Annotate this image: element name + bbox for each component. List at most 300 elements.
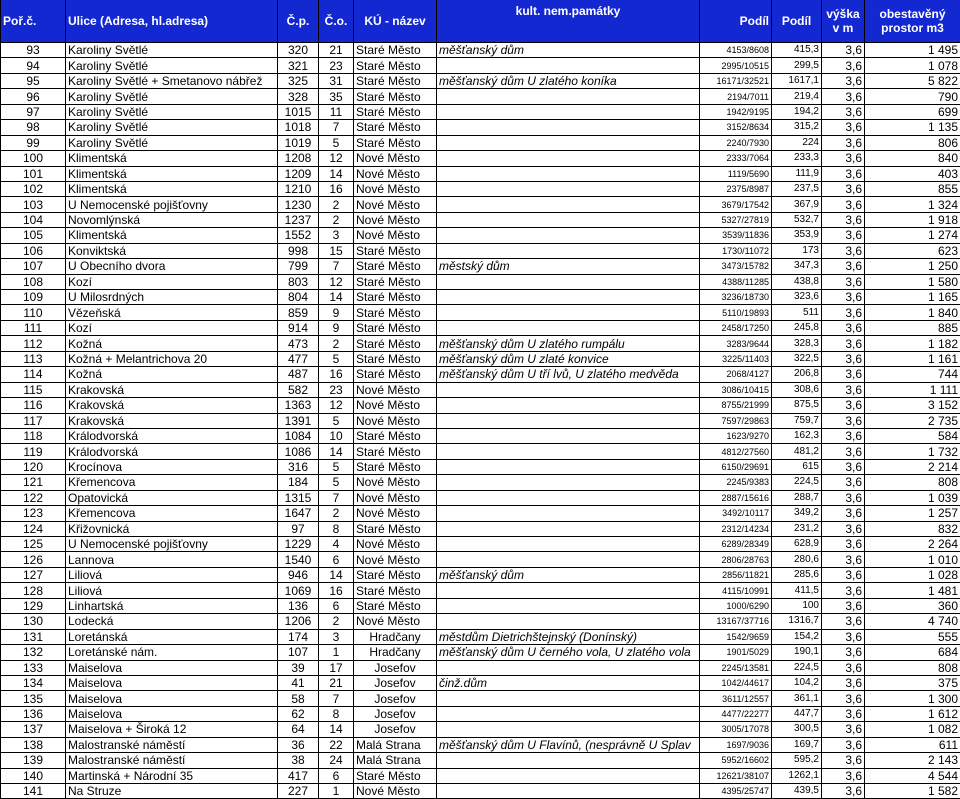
cell-obestaveny[interactable]: 1 918 [865, 212, 960, 227]
cell-index[interactable]: 140 [1, 768, 66, 783]
cell-kult[interactable] [437, 89, 700, 104]
cell-vyska[interactable]: 3,6 [822, 768, 865, 783]
cell-vyska[interactable]: 3,6 [822, 490, 865, 505]
cell-kult[interactable]: městský dům [437, 259, 700, 274]
cell-kult[interactable] [437, 181, 700, 196]
cell-co[interactable]: 4 [319, 537, 354, 552]
cell-kult[interactable]: měšťanský dům U Flavínů, (nesprávně U Splav [437, 737, 700, 752]
cell-podil-1[interactable]: 4395/25747 [700, 784, 772, 799]
cell-obestaveny[interactable]: 1 580 [865, 274, 960, 289]
cell-ku[interactable]: Nové Město [354, 197, 437, 212]
cell-index[interactable]: 129 [1, 598, 66, 613]
cell-obestaveny[interactable]: 3 152 [865, 398, 960, 413]
cell-street[interactable]: Karoliny Světlé [66, 104, 278, 119]
cell-cp[interactable]: 1237 [278, 212, 319, 227]
cell-street[interactable]: Klimentská [66, 228, 278, 243]
cell-cp[interactable]: 1019 [278, 135, 319, 150]
cell-kult[interactable]: měšťanský dům [437, 43, 700, 58]
cell-street[interactable]: Konviktská [66, 243, 278, 258]
cell-kult[interactable] [437, 722, 700, 737]
cell-index[interactable]: 137 [1, 722, 66, 737]
cell-co[interactable]: 7 [319, 120, 354, 135]
cell-cp[interactable]: 1540 [278, 552, 319, 567]
cell-co[interactable]: 5 [319, 459, 354, 474]
cell-index[interactable]: 111 [1, 320, 66, 335]
cell-kult[interactable] [437, 490, 700, 505]
cell-vyska[interactable]: 3,6 [822, 73, 865, 88]
cell-index[interactable]: 134 [1, 675, 66, 690]
cell-index[interactable]: 105 [1, 228, 66, 243]
cell-cp[interactable]: 39 [278, 660, 319, 675]
cell-kult[interactable]: měšťanský dům U zlatého koníka [437, 73, 700, 88]
cell-ku[interactable]: Staré Město [354, 89, 437, 104]
cell-obestaveny[interactable]: 1 481 [865, 583, 960, 598]
cell-podil-1[interactable]: 6150/29691 [700, 459, 772, 474]
cell-podil-2[interactable]: 1262,1 [772, 768, 822, 783]
header-cp[interactable]: Č.p. [278, 0, 319, 43]
cell-podil-2[interactable]: 328,3 [772, 336, 822, 351]
cell-cp[interactable]: 107 [278, 645, 319, 660]
cell-podil-1[interactable]: 1000/6290 [700, 598, 772, 613]
header-index[interactable]: Poř.č. [1, 0, 66, 43]
cell-podil-1[interactable]: 2068/4127 [700, 367, 772, 382]
cell-co[interactable]: 5 [319, 413, 354, 428]
cell-cp[interactable]: 1208 [278, 151, 319, 166]
cell-podil-1[interactable]: 1119/5690 [700, 166, 772, 181]
cell-cp[interactable]: 320 [278, 43, 319, 58]
cell-obestaveny[interactable]: 1 324 [865, 197, 960, 212]
cell-ku[interactable]: Josefov [354, 722, 437, 737]
cell-obestaveny[interactable]: 2 735 [865, 413, 960, 428]
cell-obestaveny[interactable]: 1 612 [865, 706, 960, 721]
cell-obestaveny[interactable]: 1 732 [865, 444, 960, 459]
cell-ku[interactable]: Josefov [354, 691, 437, 706]
cell-co[interactable]: 23 [319, 58, 354, 73]
cell-index[interactable]: 138 [1, 737, 66, 752]
cell-podil-1[interactable]: 3005/17078 [700, 722, 772, 737]
cell-kult[interactable] [437, 459, 700, 474]
cell-podil-2[interactable]: 353,9 [772, 228, 822, 243]
cell-street[interactable]: Karoliny Světlé [66, 43, 278, 58]
cell-podil-2[interactable]: 224,5 [772, 475, 822, 490]
cell-ku[interactable]: Staré Město [354, 367, 437, 382]
cell-kult[interactable]: činž.dům [437, 675, 700, 690]
cell-cp[interactable]: 799 [278, 259, 319, 274]
cell-podil-2[interactable]: 315,2 [772, 120, 822, 135]
cell-obestaveny[interactable]: 4 544 [865, 768, 960, 783]
cell-obestaveny[interactable]: 2 214 [865, 459, 960, 474]
cell-obestaveny[interactable]: 699 [865, 104, 960, 119]
cell-ku[interactable]: Nové Město [354, 490, 437, 505]
cell-obestaveny[interactable]: 623 [865, 243, 960, 258]
cell-kult[interactable] [437, 614, 700, 629]
cell-vyska[interactable]: 3,6 [822, 660, 865, 675]
cell-ku[interactable]: Nové Město [354, 212, 437, 227]
cell-vyska[interactable]: 3,6 [822, 398, 865, 413]
cell-podil-1[interactable]: 4153/8608 [700, 43, 772, 58]
cell-podil-2[interactable]: 439,5 [772, 784, 822, 799]
cell-street[interactable]: Klimentská [66, 151, 278, 166]
cell-vyska[interactable]: 3,6 [822, 43, 865, 58]
cell-street[interactable]: Křižovnická [66, 521, 278, 536]
cell-podil-1[interactable]: 2806/28763 [700, 552, 772, 567]
cell-cp[interactable]: 417 [278, 768, 319, 783]
cell-cp[interactable]: 473 [278, 336, 319, 351]
cell-street[interactable]: Loretánské nám. [66, 645, 278, 660]
cell-ku[interactable]: Hradčany [354, 645, 437, 660]
cell-podil-1[interactable]: 3539/11836 [700, 228, 772, 243]
cell-kult[interactable] [437, 706, 700, 721]
cell-podil-1[interactable]: 7597/29863 [700, 413, 772, 428]
cell-ku[interactable]: Staré Město [354, 444, 437, 459]
cell-podil-1[interactable]: 2245/13581 [700, 660, 772, 675]
cell-co[interactable]: 17 [319, 660, 354, 675]
cell-co[interactable]: 16 [319, 583, 354, 598]
cell-podil-2[interactable]: 233,3 [772, 151, 822, 166]
cell-vyska[interactable]: 3,6 [822, 506, 865, 521]
cell-co[interactable]: 24 [319, 753, 354, 768]
cell-cp[interactable]: 328 [278, 89, 319, 104]
cell-vyska[interactable]: 3,6 [822, 104, 865, 119]
cell-kult[interactable] [437, 104, 700, 119]
cell-ku[interactable]: Josefov [354, 660, 437, 675]
cell-street[interactable]: Vězeňská [66, 305, 278, 320]
cell-vyska[interactable]: 3,6 [822, 290, 865, 305]
cell-index[interactable]: 110 [1, 305, 66, 320]
cell-vyska[interactable]: 3,6 [822, 691, 865, 706]
cell-podil-1[interactable]: 3473/15782 [700, 259, 772, 274]
cell-ku[interactable]: Nové Město [354, 382, 437, 397]
cell-ku[interactable]: Nové Město [354, 228, 437, 243]
cell-street[interactable]: Malostranské náměstí [66, 753, 278, 768]
cell-ku[interactable]: Staré Město [354, 274, 437, 289]
cell-podil-2[interactable]: 511 [772, 305, 822, 320]
cell-index[interactable]: 130 [1, 614, 66, 629]
cell-index[interactable]: 126 [1, 552, 66, 567]
cell-index[interactable]: 106 [1, 243, 66, 258]
cell-ku[interactable]: Nové Město [354, 614, 437, 629]
cell-podil-1[interactable]: 13167/37716 [700, 614, 772, 629]
cell-street[interactable]: Karoliny Světlé [66, 135, 278, 150]
cell-ku[interactable]: Staré Město [354, 521, 437, 536]
cell-street[interactable]: Karoliny Světlé + Smetanovo nábřež [66, 73, 278, 88]
cell-ku[interactable]: Nové Město [354, 413, 437, 428]
cell-podil-1[interactable]: 2312/14234 [700, 521, 772, 536]
cell-street[interactable]: Malostranské náměstí [66, 737, 278, 752]
cell-index[interactable]: 122 [1, 490, 66, 505]
cell-street[interactable]: Loretánská [66, 629, 278, 644]
header-podil-2[interactable]: Podíl [772, 0, 822, 43]
cell-cp[interactable]: 803 [278, 274, 319, 289]
cell-kult[interactable] [437, 243, 700, 258]
cell-vyska[interactable]: 3,6 [822, 614, 865, 629]
cell-podil-1[interactable]: 5952/16602 [700, 753, 772, 768]
cell-street[interactable]: Kožná [66, 336, 278, 351]
cell-podil-1[interactable]: 1901/5029 [700, 645, 772, 660]
cell-index[interactable]: 99 [1, 135, 66, 150]
cell-vyska[interactable]: 3,6 [822, 675, 865, 690]
cell-cp[interactable]: 859 [278, 305, 319, 320]
cell-vyska[interactable]: 3,6 [822, 645, 865, 660]
cell-kult[interactable] [437, 305, 700, 320]
cell-index[interactable]: 104 [1, 212, 66, 227]
cell-co[interactable]: 14 [319, 444, 354, 459]
cell-index[interactable]: 107 [1, 259, 66, 274]
cell-index[interactable]: 93 [1, 43, 66, 58]
cell-podil-1[interactable]: 4388/11285 [700, 274, 772, 289]
cell-index[interactable]: 119 [1, 444, 66, 459]
cell-cp[interactable]: 136 [278, 598, 319, 613]
cell-podil-2[interactable]: 308,6 [772, 382, 822, 397]
cell-street[interactable]: Králodvorská [66, 444, 278, 459]
cell-co[interactable]: 3 [319, 228, 354, 243]
cell-obestaveny[interactable]: 1 300 [865, 691, 960, 706]
cell-kult[interactable] [437, 166, 700, 181]
cell-street[interactable]: Novomlýnská [66, 212, 278, 227]
cell-vyska[interactable]: 3,6 [822, 228, 865, 243]
cell-cp[interactable]: 62 [278, 706, 319, 721]
cell-vyska[interactable]: 3,6 [822, 351, 865, 366]
cell-cp[interactable]: 36 [278, 737, 319, 752]
cell-index[interactable]: 136 [1, 706, 66, 721]
cell-podil-2[interactable]: 194,2 [772, 104, 822, 119]
cell-co[interactable]: 7 [319, 259, 354, 274]
cell-kult[interactable] [437, 506, 700, 521]
cell-ku[interactable]: Nové Město [354, 537, 437, 552]
cell-co[interactable]: 14 [319, 567, 354, 582]
header-kult[interactable]: kult. nem.památky [437, 0, 700, 43]
cell-podil-2[interactable]: 100 [772, 598, 822, 613]
cell-co[interactable]: 5 [319, 351, 354, 366]
cell-co[interactable]: 5 [319, 475, 354, 490]
cell-vyska[interactable]: 3,6 [822, 537, 865, 552]
cell-co[interactable]: 6 [319, 552, 354, 567]
cell-ku[interactable]: Nové Město [354, 552, 437, 567]
cell-obestaveny[interactable]: 744 [865, 367, 960, 382]
cell-kult[interactable]: městdům Dietrichštejnský (Donínský) [437, 629, 700, 644]
cell-podil-2[interactable]: 206,8 [772, 367, 822, 382]
cell-podil-2[interactable]: 595,2 [772, 753, 822, 768]
cell-obestaveny[interactable]: 1 111 [865, 382, 960, 397]
cell-cp[interactable]: 998 [278, 243, 319, 258]
cell-kult[interactable] [437, 413, 700, 428]
cell-cp[interactable]: 1230 [278, 197, 319, 212]
cell-street[interactable]: Karoliny Světlé [66, 89, 278, 104]
cell-podil-1[interactable]: 3679/17542 [700, 197, 772, 212]
cell-ku[interactable]: Staré Město [354, 768, 437, 783]
cell-cp[interactable]: 487 [278, 367, 319, 382]
header-ku[interactable]: KÚ - název [354, 0, 437, 43]
cell-podil-1[interactable]: 2245/9383 [700, 475, 772, 490]
cell-cp[interactable]: 97 [278, 521, 319, 536]
cell-obestaveny[interactable]: 584 [865, 428, 960, 443]
cell-index[interactable]: 114 [1, 367, 66, 382]
cell-cp[interactable]: 58 [278, 691, 319, 706]
cell-co[interactable]: 35 [319, 89, 354, 104]
cell-vyska[interactable]: 3,6 [822, 598, 865, 613]
cell-kult[interactable]: měšťanský dům [437, 567, 700, 582]
cell-ku[interactable]: Staré Město [354, 305, 437, 320]
cell-obestaveny[interactable]: 1 250 [865, 259, 960, 274]
cell-index[interactable]: 123 [1, 506, 66, 521]
cell-vyska[interactable]: 3,6 [822, 382, 865, 397]
cell-kult[interactable] [437, 320, 700, 335]
cell-kult[interactable] [437, 212, 700, 227]
cell-podil-1[interactable]: 5327/27819 [700, 212, 772, 227]
cell-co[interactable]: 9 [319, 305, 354, 320]
cell-index[interactable]: 117 [1, 413, 66, 428]
cell-co[interactable]: 16 [319, 367, 354, 382]
cell-street[interactable]: Linhartská [66, 598, 278, 613]
cell-ku[interactable]: Staré Město [354, 336, 437, 351]
cell-podil-2[interactable]: 300,5 [772, 722, 822, 737]
cell-obestaveny[interactable]: 2 143 [865, 753, 960, 768]
cell-street[interactable]: Opatovická [66, 490, 278, 505]
cell-street[interactable]: Kozí [66, 320, 278, 335]
cell-kult[interactable] [437, 58, 700, 73]
cell-podil-2[interactable]: 628,9 [772, 537, 822, 552]
cell-street[interactable]: U Nemocenské pojišťovny [66, 537, 278, 552]
cell-vyska[interactable]: 3,6 [822, 135, 865, 150]
cell-obestaveny[interactable]: 1 257 [865, 506, 960, 521]
cell-podil-2[interactable]: 481,2 [772, 444, 822, 459]
cell-cp[interactable]: 174 [278, 629, 319, 644]
cell-obestaveny[interactable]: 684 [865, 645, 960, 660]
cell-obestaveny[interactable]: 1 161 [865, 351, 960, 366]
cell-podil-1[interactable]: 2458/17250 [700, 320, 772, 335]
cell-cp[interactable]: 325 [278, 73, 319, 88]
cell-vyska[interactable]: 3,6 [822, 722, 865, 737]
cell-co[interactable]: 12 [319, 398, 354, 413]
cell-street[interactable]: Na Struze [66, 784, 278, 799]
cell-obestaveny[interactable]: 1 039 [865, 490, 960, 505]
cell-cp[interactable]: 1363 [278, 398, 319, 413]
cell-index[interactable]: 125 [1, 537, 66, 552]
cell-ku[interactable]: Nové Město [354, 506, 437, 521]
cell-street[interactable]: Lodecká [66, 614, 278, 629]
cell-ku[interactable]: Staré Město [354, 351, 437, 366]
cell-cp[interactable]: 1209 [278, 166, 319, 181]
cell-cp[interactable]: 38 [278, 753, 319, 768]
cell-ku[interactable]: Staré Město [354, 104, 437, 119]
cell-ku[interactable]: Nové Město [354, 181, 437, 196]
cell-vyska[interactable]: 3,6 [822, 274, 865, 289]
cell-index[interactable]: 97 [1, 104, 66, 119]
cell-kult[interactable] [437, 552, 700, 567]
cell-kult[interactable]: měšťanský dům U zlatého rumpálu [437, 336, 700, 351]
cell-co[interactable]: 9 [319, 320, 354, 335]
cell-cp[interactable]: 1069 [278, 583, 319, 598]
cell-street[interactable]: Kožná + Melantrichova 20 [66, 351, 278, 366]
cell-obestaveny[interactable]: 885 [865, 320, 960, 335]
cell-kult[interactable] [437, 135, 700, 150]
cell-podil-1[interactable]: 4812/27560 [700, 444, 772, 459]
cell-co[interactable]: 2 [319, 212, 354, 227]
cell-cp[interactable]: 1391 [278, 413, 319, 428]
cell-podil-2[interactable]: 438,8 [772, 274, 822, 289]
cell-index[interactable]: 100 [1, 151, 66, 166]
cell-co[interactable]: 10 [319, 428, 354, 443]
cell-co[interactable]: 14 [319, 290, 354, 305]
cell-podil-1[interactable]: 3492/10117 [700, 506, 772, 521]
cell-podil-2[interactable]: 104,2 [772, 675, 822, 690]
cell-podil-1[interactable]: 2333/7064 [700, 151, 772, 166]
cell-podil-1[interactable]: 2995/10515 [700, 58, 772, 73]
header-co[interactable]: Č.o. [319, 0, 354, 43]
cell-index[interactable]: 109 [1, 290, 66, 305]
cell-street[interactable]: Křemencova [66, 475, 278, 490]
cell-podil-1[interactable]: 3611/12557 [700, 691, 772, 706]
cell-vyska[interactable]: 3,6 [822, 243, 865, 258]
cell-podil-2[interactable]: 219,4 [772, 89, 822, 104]
cell-obestaveny[interactable]: 1 495 [865, 43, 960, 58]
cell-street[interactable]: Maiselova [66, 691, 278, 706]
cell-co[interactable]: 15 [319, 243, 354, 258]
cell-cp[interactable]: 914 [278, 320, 319, 335]
cell-co[interactable]: 7 [319, 490, 354, 505]
cell-podil-1[interactable]: 2887/15616 [700, 490, 772, 505]
cell-vyska[interactable]: 3,6 [822, 367, 865, 382]
cell-vyska[interactable]: 3,6 [822, 459, 865, 474]
cell-podil-2[interactable]: 322,5 [772, 351, 822, 366]
cell-index[interactable]: 120 [1, 459, 66, 474]
cell-obestaveny[interactable]: 1 840 [865, 305, 960, 320]
cell-cp[interactable]: 1552 [278, 228, 319, 243]
cell-cp[interactable]: 1086 [278, 444, 319, 459]
cell-vyska[interactable]: 3,6 [822, 737, 865, 752]
cell-ku[interactable]: Staré Město [354, 567, 437, 582]
cell-podil-2[interactable]: 224,5 [772, 660, 822, 675]
cell-kult[interactable] [437, 290, 700, 305]
cell-obestaveny[interactable]: 790 [865, 89, 960, 104]
cell-ku[interactable]: Nové Město [354, 784, 437, 799]
cell-co[interactable]: 8 [319, 706, 354, 721]
cell-co[interactable]: 12 [319, 151, 354, 166]
cell-podil-2[interactable]: 367,9 [772, 197, 822, 212]
header-podil-1[interactable]: Podíl [700, 0, 772, 43]
cell-kult[interactable] [437, 583, 700, 598]
cell-podil-2[interactable]: 1316,7 [772, 614, 822, 629]
cell-index[interactable]: 115 [1, 382, 66, 397]
cell-obestaveny[interactable]: 360 [865, 598, 960, 613]
cell-podil-1[interactable]: 3086/10415 [700, 382, 772, 397]
cell-podil-2[interactable]: 237,5 [772, 181, 822, 196]
cell-index[interactable]: 96 [1, 89, 66, 104]
cell-obestaveny[interactable]: 806 [865, 135, 960, 150]
cell-podil-1[interactable]: 5110/19893 [700, 305, 772, 320]
cell-street[interactable]: Kozí [66, 274, 278, 289]
cell-street[interactable]: Krakovská [66, 382, 278, 397]
cell-podil-1[interactable]: 1942/9195 [700, 104, 772, 119]
cell-index[interactable]: 127 [1, 567, 66, 582]
cell-street[interactable]: Karoliny Světlé [66, 120, 278, 135]
cell-index[interactable]: 133 [1, 660, 66, 675]
cell-ku[interactable]: Staré Město [354, 598, 437, 613]
cell-index[interactable]: 101 [1, 166, 66, 181]
cell-obestaveny[interactable]: 5 822 [865, 73, 960, 88]
cell-podil-1[interactable]: 4477/22277 [700, 706, 772, 721]
cell-ku[interactable]: Josefov [354, 675, 437, 690]
cell-obestaveny[interactable]: 832 [865, 521, 960, 536]
cell-index[interactable]: 102 [1, 181, 66, 196]
cell-kult[interactable]: měšťanský dům U tří lvů, U zlatého medvěda [437, 367, 700, 382]
cell-co[interactable]: 7 [319, 691, 354, 706]
cell-index[interactable]: 113 [1, 351, 66, 366]
cell-cp[interactable]: 1015 [278, 104, 319, 119]
cell-cp[interactable]: 321 [278, 58, 319, 73]
cell-co[interactable]: 14 [319, 166, 354, 181]
cell-podil-1[interactable]: 2856/11821 [700, 567, 772, 582]
